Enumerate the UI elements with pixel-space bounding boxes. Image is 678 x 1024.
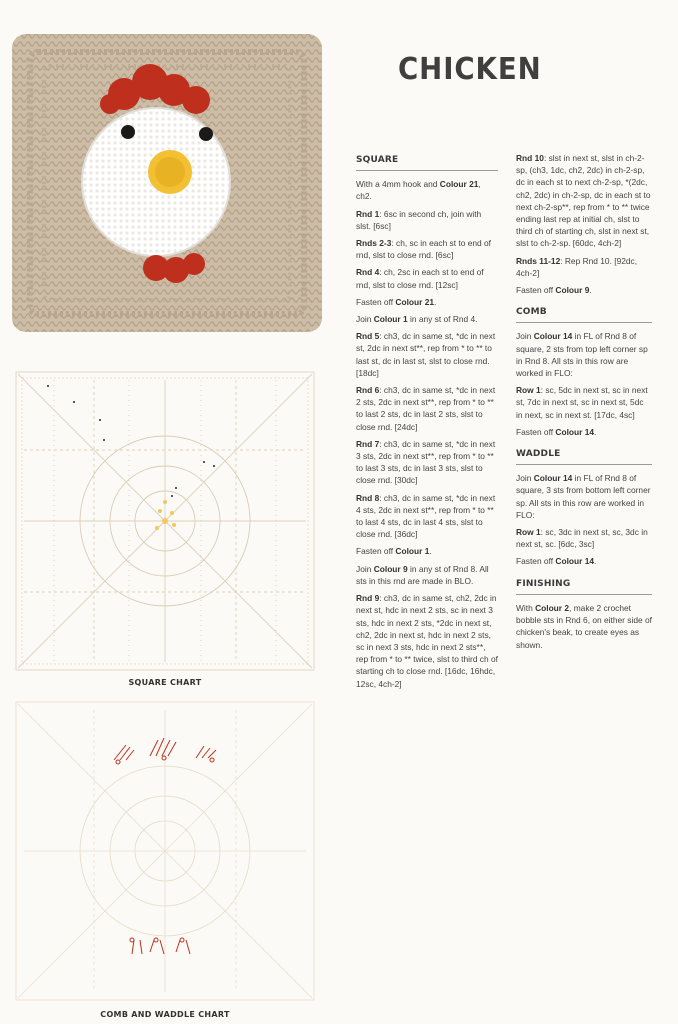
rnd-9: Rnd 9: ch3, dc in same st, ch2, 2dc in next st, hdc in next 2 sts, sc in next 3 sts, hdc in next 2 sts, *2dc in next st, ch2, 2dc in next st, hdc in next 2 sts, sc in next 3 sts, hdc in next 2 sts**, rep from * to ** twice, slst to third ch of starting ch to close rnd. [16dc, 16hdc, 12sc, 4ch-2]: [356, 593, 498, 689]
waddle-fasten: Fasten off Colour 14.: [516, 556, 597, 567]
square-chart: [14, 370, 316, 672]
instructions-column-right: [516, 152, 652, 656]
rnd-6: Rnd 6: ch3, dc in same st, *dc in next 2 sts, 2dc in next st**, rep from * to ** to last 2 sts, dc in last 2 sts, slst to close rnd. [24dc]: [356, 385, 496, 432]
rnd-2-3: Rnds 2-3: ch, sc in each st to end of rnd, slst to close rnd. [6sc]: [356, 238, 491, 261]
square-chart-caption: SQUARE CHART: [128, 678, 202, 687]
right-eye: [199, 127, 213, 141]
rnd-4: Rnd 4: ch, 2sc in each st to end of rnd, slst to close rnd. [12sc]: [356, 267, 484, 290]
page-title: CHICKEN: [398, 52, 542, 87]
rnd-5: Rnd 5: ch3, dc in same st, *dc in next st, 2dc in next st**, rep from * to ** to last st, dc in last st, slst to close rnd. [18dc]: [356, 331, 496, 378]
waddle-stitches: [130, 938, 190, 954]
comb-row-1: Row 1: sc, 5dc in next st, sc in next st, 7dc in next st, sc in next st, 5dc in next, sc in next st. [17dc, 4sc]: [516, 385, 648, 420]
square-heading: SQUARE: [356, 154, 498, 171]
rnd-7: Rnd 7: ch3, dc in same st, *dc in next 3 sts, 2dc in next st**, rep from * to ** to last 3 sts, dc in last 3 sts, slst to close rnd. [30dc]: [356, 438, 496, 486]
rnd-10: Rnd 10: slst in next st, slst in ch-2-sp, (ch3, 1dc, ch2, 2dc) in ch-2-sp, dc in each st to next ch-2-sp, *(2dc, ch2, 2dc) in ch-2-sp, dc in each st to next ch-2-sp**, rep from * to ** twice ending last rep at initial ch, slst to third ch of starting ch, slst in next st, slst to ch-2-sp. [60dc, 4ch-2]: [516, 153, 651, 249]
fasten-colour-9: Fasten off Colour 9.: [516, 285, 592, 296]
chart-center-stitches: [155, 500, 176, 530]
comb-heading: COMB: [516, 306, 652, 323]
rnd-11-12: Rnds 11-12: Rep Rnd 10. [92dc, 4ch-2]: [516, 255, 638, 278]
comb-waddle-chart: [14, 700, 316, 1002]
instructions-column-left: [356, 152, 498, 695]
comb-chart-caption: COMB AND WADDLE CHART: [100, 1010, 230, 1019]
waddle-heading: WADDLE: [516, 448, 652, 465]
finishing-heading: FINISHING: [516, 578, 652, 595]
comb-fasten: Fasten off Colour 14.: [516, 426, 597, 437]
square-intro: With a 4mm hook and Colour 21, ch2.: [356, 179, 481, 202]
finished-square-photo: [10, 32, 324, 334]
left-eye: [121, 125, 135, 139]
rnd-1: Rnd 1: 6sc in second ch, join with slst. [6sc]: [356, 208, 482, 231]
waddle-join: Join Colour 14 in FL of Rnd 8 of square, 3 sts from bottom left corner sp. All sts in this row are worked in FLO:: [516, 473, 651, 520]
fasten-colour-21: Fasten off Colour 21.: [356, 296, 437, 307]
finishing-text: With Colour 2, make 2 crochet bobble sts in Rnd 6, on either side of chicken's beak, to create eyes as shown.: [516, 602, 652, 650]
waddle-row-1: Row 1: sc, 3dc in next st, sc, 3dc in next st, sc. [6dc, 3sc]: [516, 527, 648, 550]
rnd-8: Rnd 8: ch3, dc in same st, *dc in next 4 sts, 2dc in next st**, rep from * to ** to last 4 sts, dc in last 4 sts, slst to close rnd. [36dc]: [356, 492, 496, 540]
fasten-colour-1: Fasten off Colour 1.: [356, 546, 432, 557]
comb-join: Join Colour 14 in FL of Rnd 8 of square, 2 sts from top left corner sp in Rnd 8. All sts in this row are worked in FLO:: [516, 331, 648, 379]
join-colour-9: Join Colour 9 in any st of Rnd 8. All sts in this rnd are made in BLO.: [356, 563, 489, 586]
join-colour-1: Join Colour 1 in any st of Rnd 4.: [356, 314, 478, 325]
